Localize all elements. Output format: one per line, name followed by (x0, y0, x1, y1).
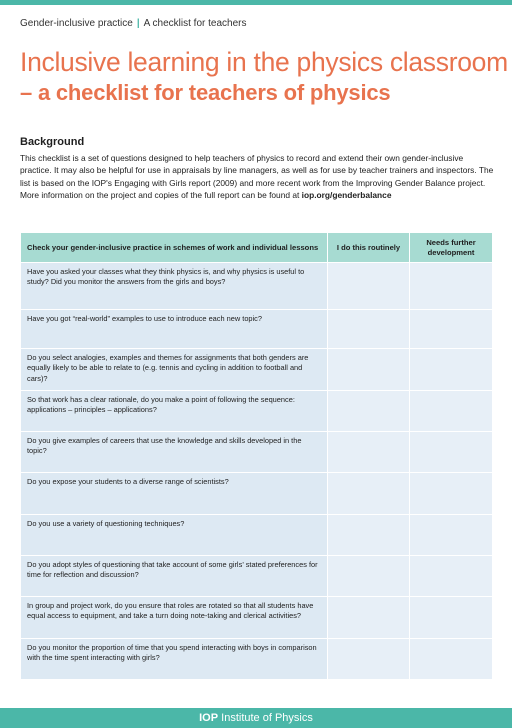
background-text: This checklist is a set of questions designed to help teachers of physics to record and extend their own gender-inclusive practice. It may also be helpful for use in appraisals by line managers, as well as for use by teacher trainers and inspectors. The list is based on the IOP's Engaging with Girls report (2009) and more recent work from the Improving Gender Balance project. More information on the project and copies of the full report can be found at (20, 153, 494, 200)
development-checkbox[interactable] (410, 310, 493, 349)
question-cell: Do you use a variety of questioning techniques? (21, 515, 328, 556)
routinely-checkbox[interactable] (328, 473, 410, 515)
top-accent-bar (0, 0, 512, 5)
header-separator: | (136, 18, 140, 29)
header-subtitle: A checklist for teachers (143, 18, 247, 29)
question-cell: Have you asked your classes what they think physics is, and why physics is useful to study? Did you monitor the answers from the girls and boys? (21, 263, 328, 310)
routinely-checkbox[interactable] (328, 349, 410, 391)
background-heading: Background (20, 136, 85, 148)
question-cell: Do you give examples of careers that use the knowledge and skills developed in the topic? (21, 432, 328, 473)
header-section: Gender-inclusive practice (20, 18, 133, 29)
title-line-1: Inclusive learning in the physics classroom (20, 47, 508, 77)
table-row (21, 432, 493, 473)
routinely-checkbox[interactable] (328, 515, 410, 556)
institute-name: Institute of Physics (221, 712, 313, 724)
development-checkbox[interactable] (410, 349, 493, 391)
routinely-checkbox[interactable] (328, 391, 410, 432)
question-cell: In group and project work, do you ensure that roles are rotated so that all students have equal access to equipment, and take a turn doing note-taking and clerical activities? (21, 597, 328, 639)
gender-balance-link[interactable]: iop.org/genderbalance (301, 189, 392, 200)
checklist-table (20, 232, 493, 680)
routinely-checkbox[interactable] (328, 263, 410, 310)
table-row (21, 349, 493, 391)
question-column-header: Check your gender-inclusive practice in schemes of work and individual lessons (21, 233, 328, 263)
page-title (20, 47, 508, 108)
title-line-2: – a checklist for teachers of physics (20, 80, 391, 105)
routinely-checkbox[interactable] (328, 639, 410, 680)
routinely-checkbox[interactable] (328, 597, 410, 639)
table-row (21, 597, 493, 639)
table-row (21, 391, 493, 432)
table-row (21, 556, 493, 597)
running-header (20, 18, 246, 29)
development-checkbox[interactable] (410, 263, 493, 310)
question-cell: So that work has a clear rationale, do you make a point of following the sequence: applications – principles – applications? (21, 391, 328, 432)
question-cell: Do you select analogies, examples and themes for assignments that both genders are equally likely to be able to relate to (e.g. tennis and cycling in addition to football and cars)? (21, 349, 328, 391)
question-cell: Do you monitor the proportion of time that you spend interacting with boys in comparison with the time spent interacting with girls? (21, 639, 328, 680)
routinely-checkbox[interactable] (328, 556, 410, 597)
development-checkbox[interactable] (410, 473, 493, 515)
routinely-checkbox[interactable] (328, 310, 410, 349)
table-row (21, 515, 493, 556)
background-paragraph (20, 152, 496, 201)
checklist-header-row (21, 233, 493, 263)
development-checkbox[interactable] (410, 597, 493, 639)
iop-logo: IOP (199, 712, 219, 724)
routinely-column-header: I do this routinely (328, 233, 410, 263)
table-row (21, 473, 493, 515)
table-row (21, 263, 493, 310)
question-cell: Have you got “real-world” examples to use to introduce each new topic? (21, 310, 328, 349)
iop-footer (0, 708, 512, 728)
table-row (21, 310, 493, 349)
table-row (21, 639, 493, 680)
development-checkbox[interactable] (410, 639, 493, 680)
routinely-checkbox[interactable] (328, 432, 410, 473)
development-checkbox[interactable] (410, 432, 493, 473)
development-checkbox[interactable] (410, 556, 493, 597)
development-checkbox[interactable] (410, 515, 493, 556)
question-cell: Do you expose your students to a diverse range of scientists? (21, 473, 328, 515)
development-checkbox[interactable] (410, 391, 493, 432)
question-cell: Do you adopt styles of questioning that take account of some girls’ stated preferences for time for reflection and discussion? (21, 556, 328, 597)
development-column-header: Needs further development (410, 233, 493, 263)
